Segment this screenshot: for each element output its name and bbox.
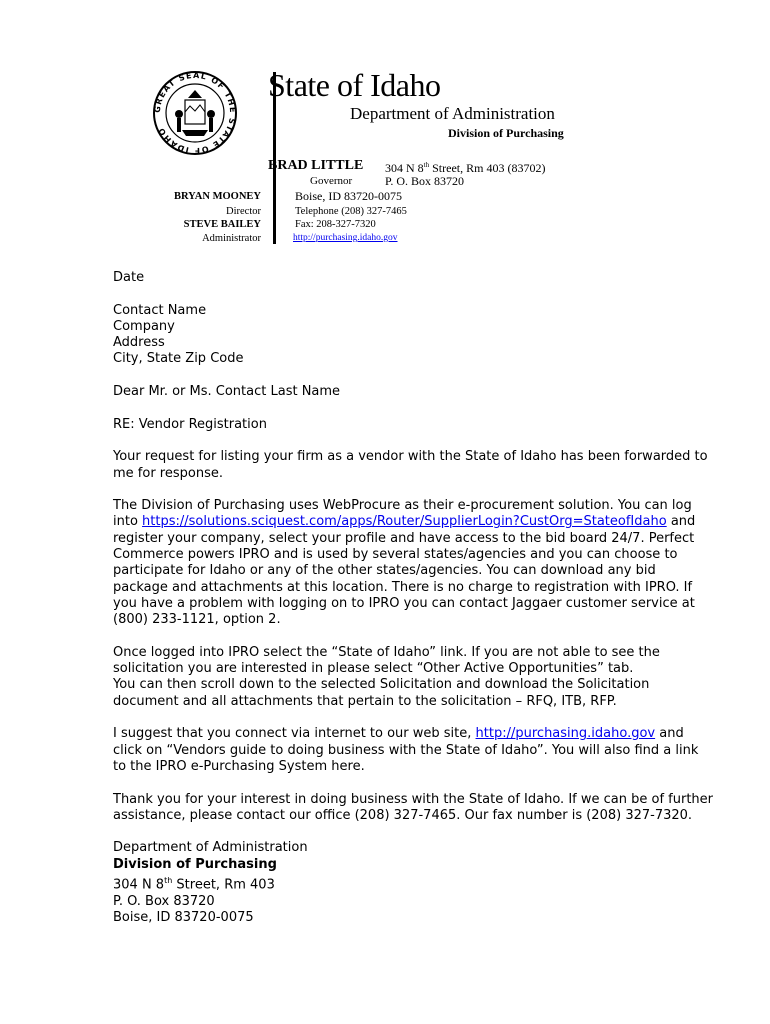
telephone: Telephone (208) 327-7465 [295,206,407,217]
purchasing-website-link[interactable]: http://purchasing.idaho.gov [475,726,656,742]
state-seal-icon [152,70,238,156]
administrator-title: Administrator [202,233,261,244]
signature-city: Boise, ID 83720-0075 [113,909,254,925]
administrator-name: STEVE BAILEY [183,219,261,230]
website-link[interactable]: http://purchasing.idaho.gov [293,233,398,243]
fax-number: Fax: 208-327-7320 [295,219,376,230]
director-title: Director [226,206,261,217]
seal-lettering: GREAT SEAL OF THE STATE OF IDAHO [152,70,238,156]
supplier-login-link[interactable]: https://solutions.sciquest.com/apps/Router/SupplierLogin?CustOrg=StateofIdaho [142,514,667,530]
letter-date: Date [113,270,145,285]
subject-line: RE: Vendor Registration [113,416,267,432]
department-name: Department of Administration [350,104,555,123]
company: Company [113,318,175,334]
signature-division: Division of Purchasing [113,856,277,872]
paragraph-1: Your request for listing your firm as a vendor with the State of Idaho has been forwarded to me for response. [113,449,708,481]
city-state-zip: City, State Zip Code [113,351,244,367]
agency-title: State of Idaho [268,67,441,103]
salutation: Dear Mr. or Ms. Contact Last Name [113,384,341,400]
signature-street: 304 N 8th Street, Rm 403 [113,875,275,893]
division-name: Division of Purchasing [448,126,564,140]
paragraph-3: Once logged into IPRO select the “State of Idaho” link. If you are not able to see the solicitation you are interested in please select “Other Active Opportunities” tab. You can then scroll down to the selected Solicitation and download the Solicitation document and all attachments that pertain to the solicitation – RFQ, ITB, RFP. [113,644,660,709]
recipient-block [113,303,713,368]
po-box: P. O. Box 83720 [385,174,465,188]
contact-name: Contact Name [113,302,207,318]
signature-block [113,840,713,926]
paragraph-5: Thank you for your interest in doing business with the State of Idaho. If we can be of further assistance, please contact our office (208) 327-7465. Our fax number is (208) 327-7320. [113,791,713,823]
paragraph-4: I suggest that you connect via internet to our web site, http://purchasing.idaho.gov and click on “Vendors guide to doing business with the State of Idaho”. You will also find a link to the IPRO e-Purchasing System here. [113,726,699,774]
city-address: Boise, ID 83720-0075 [295,189,402,203]
governor-name: BRAD LITTLE [268,158,364,173]
letter-body [113,270,713,943]
director-name: BRYAN MOONEY [173,191,261,202]
signature-department: Department of Administration [113,840,308,856]
street-address: 304 N 8th Street, Rm 403 (83702) [385,161,546,175]
address: Address [113,335,165,351]
paragraph-2: The Division of Purchasing uses WebProcure as their e-procurement solution. You can log into https://solutions.sciquest.com/apps/Router/SupplierLogin?CustOrg=StateofIdaho and register your company, select your profile and have access to the bid board 24/7. Perfect Commerce powers IPRO and is used by several states/agencies and you can choose to participate for Idaho or any of the other states/agencies. You can download any bid package and attachments at this location. There is no charge to registration with IPRO. If you have a problem with logging on to IPRO you can contact Jaggaer customer service at (800) 233-1121, option 2. [113,498,696,628]
governor-title: Governor [310,175,353,187]
signature-po-box: P. O. Box 83720 [113,893,215,909]
